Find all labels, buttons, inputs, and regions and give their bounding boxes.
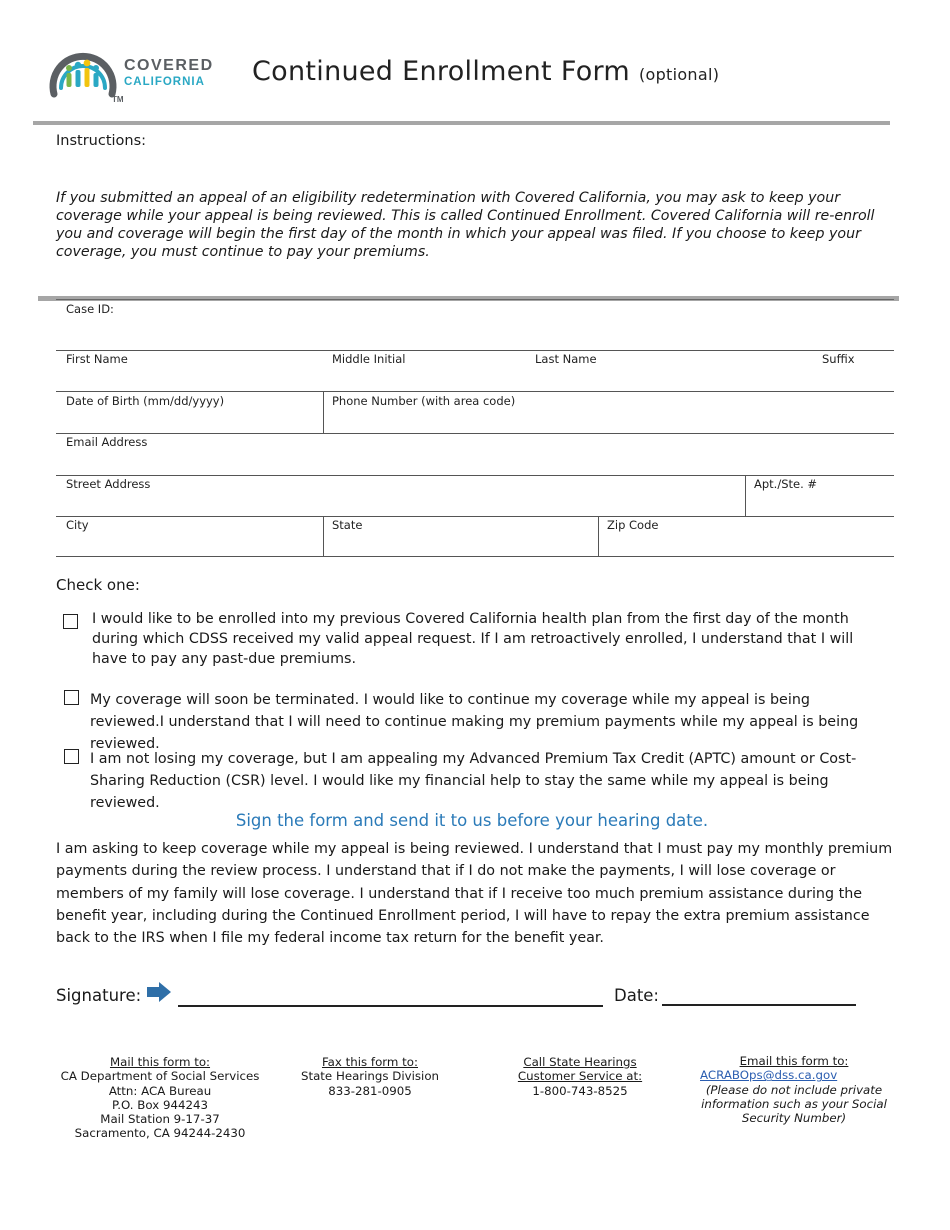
footer-mail (56, 1055, 264, 1141)
fax-line: 833-281-0905 (328, 1083, 412, 1098)
logo-text-covered: COVERED (124, 57, 214, 74)
date-line[interactable] (662, 1004, 856, 1006)
fax-line: State Hearings Division (300, 1069, 440, 1084)
email-link[interactable]: ACRABOps@dss.ca.gov (700, 1068, 838, 1083)
form-line (56, 433, 894, 434)
form-line (56, 516, 894, 517)
mail-line: CA Department of Social Services (60, 1069, 260, 1084)
email-heading: Email this form to: (739, 1054, 849, 1068)
case-id-field[interactable]: Case ID: (66, 302, 114, 316)
form-line (56, 350, 894, 351)
option-3-text: I am not losing my coverage, but I am appealing my Advanced Premium Tax Credit (APTC) amount or Cost-Sharing Reduction (CSR) level. I would like my financial help to stay the same while my appeal is being reviewed. (90, 751, 857, 811)
arrow-right-icon (146, 981, 172, 1003)
mail-line: P.O. Box 944243 (111, 1097, 209, 1112)
mail-heading: Mail this form to: (109, 1055, 211, 1069)
middle-initial-field[interactable]: Middle Initial (332, 352, 406, 366)
apt-field[interactable]: Apt./Ste. # (754, 477, 818, 491)
dob-field[interactable]: Date of Birth (mm/dd/yyyy) (66, 394, 225, 408)
call-heading-1: Call State Hearings (523, 1055, 637, 1069)
fax-heading: Fax this form to: (321, 1055, 418, 1069)
footer-email (700, 1054, 888, 1125)
call-phone: 1-800-743-8525 (532, 1083, 628, 1098)
zip-code-field[interactable]: Zip Code (607, 518, 659, 532)
form-line (56, 556, 894, 557)
option-2-text: My coverage will soon be terminated. I would like to continue my coverage while my appeal is being reviewed.I understand that I will need to continue making my premium payments while my appeal is being reviewed. (90, 692, 859, 752)
email-note: (Please do not include private information such as your Social Security Number) (701, 1082, 887, 1126)
title-optional: (optional) (638, 65, 720, 84)
form-line (56, 391, 894, 392)
suffix-field[interactable]: Suffix (822, 352, 855, 366)
date-label: Date: (614, 986, 659, 1005)
sign-instruction: Sign the form and send it to us before your hearing date. (235, 811, 709, 830)
form-divider (598, 516, 599, 557)
instructions-label: Instructions: (56, 133, 147, 149)
option-1-text: I would like to be enrolled into my previous Covered California health plan from the first day of the month during which CDSS received my valid appeal request. If I am retroactively enrolled, I understand that I will have to pay any past-due premiums. (92, 611, 854, 667)
footer-fax (290, 1055, 450, 1098)
mail-line: Mail Station 9-17-37 (100, 1112, 220, 1127)
form-divider (323, 516, 324, 557)
option-3-checkbox[interactable] (64, 749, 79, 764)
mail-line: Attn: ACA Bureau (108, 1083, 212, 1098)
page-title (252, 56, 719, 87)
title-main: Continued Enrollment Form (252, 56, 631, 87)
signature-line[interactable] (178, 1005, 603, 1007)
form-top-thin-line (56, 299, 894, 300)
mail-line: Sacramento, CA 94244-2430 (74, 1126, 246, 1141)
call-heading-2: Customer Service at: (517, 1069, 643, 1084)
logo-tm: TM (112, 95, 124, 104)
form-divider (323, 391, 324, 433)
instructions-text: If you submitted an appeal of an eligibility redetermination with Covered California, you may ask to keep your coverage while your appeal is being reviewed. This is called Continued Enrollment. Covered California will re-enroll you and coverage will begin the first day of the month in which your appeal was filed. If you choose to keep your coverage, you must continue to pay your premiums. (56, 190, 875, 260)
last-name-field[interactable]: Last Name (535, 352, 597, 366)
state-field[interactable]: State (332, 518, 363, 532)
form-line (56, 475, 894, 476)
footer-call (500, 1055, 660, 1098)
option-1-checkbox[interactable] (63, 614, 78, 629)
phone-field[interactable]: Phone Number (with area code) (332, 394, 516, 408)
city-field[interactable]: City (66, 518, 89, 532)
option-2-checkbox[interactable] (64, 690, 79, 705)
first-name-field[interactable]: First Name (66, 352, 128, 366)
agreement-text: I am asking to keep coverage while my appeal is being reviewed. I understand that I must pay my monthly premium payments during the review process. I understand that if I do not make the payments, I will lose coverage or members of my family will lose coverage. I understand that if I receive too much premium assistance during the benefit year, including during the Continued Enrollment period, I will have to repay the extra premium assistance back to the IRS when I file my federal income tax return for the benefit year. (56, 841, 893, 947)
street-address-field[interactable]: Street Address (66, 477, 151, 491)
email-field[interactable]: Email Address (66, 435, 148, 449)
signature-label: Signature: (56, 986, 142, 1005)
header-divider (33, 121, 890, 125)
form-divider (745, 475, 746, 516)
check-one-label: Check one: (56, 576, 140, 594)
logo-text-california: CALIFORNIA (124, 76, 205, 88)
covered-california-logo (44, 38, 224, 108)
